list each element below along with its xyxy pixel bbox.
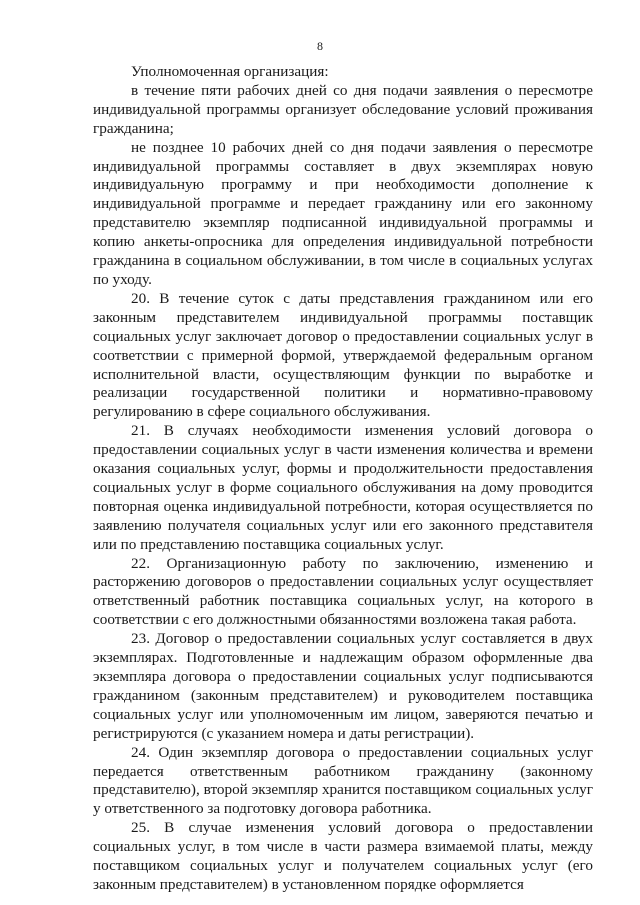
- paragraph-item-20: 20. В течение суток с даты представления гражданином или его законным представителем индивидуальной программы поставщик социальных услуг заключает договор о предоставлении социальных услуг в соответствии с примерной формой, утверждаемой федеральным органом исполнительной власти, осуществляющим функции по выработке и реализации государственной политики и нормативно-правовому регулированию в сфере социального обслуживания.: [93, 289, 593, 421]
- paragraph-new-program-term: не позднее 10 рабочих дней со дня подачи заявления о пересмотре индивидуальной программы составляет в двух экземплярах новую индивидуальную программу и при необходимости дополнение к индивидуальной программе и передает гражданину или его законному представителю экземпляр подписанной индивидуальной программы и копию анкеты-опросника для определения индивидуальной потребности гражданина в социальном обслуживании, в том числе в социальных услугах по уходу.: [93, 138, 593, 288]
- paragraph-inspection-term: в течение пяти рабочих дней со дня подачи заявления о пересмотре индивидуальной программы организует обследование условий проживания гражданина;: [93, 81, 593, 137]
- paragraph-item-25: 25. В случае изменения условий договора о предоставлении социальных услуг, в том числе в части размера взимаемой платы, между поставщиком социальных услуг и получателем социальных услуг (его законным представителем) в установленном порядке оформляется: [93, 819, 593, 893]
- paragraph-item-21: 21. В случаях необходимости изменения условий договора о предоставлении социальных услуг в части изменения количества и времени оказания социальных услуг, формы и продолжительности предоставления социальных услуг в форме социального обслуживания на дому проводится повторная оценка индивидуальной потребности, которая осуществляется по заявлению получателя социальных услуг или его законного представителя или по представлению поставщика социальных услуг.: [93, 422, 593, 553]
- paragraph-authorized-organization: Уполномоченная организация:: [131, 63, 329, 80]
- paragraph-item-24: 24. Один экземпляр договора о предоставлении социальных услуг передается ответственным работником гражданину (законному представителю), второй экземпляр хранится поставщиком социальных услуг у ответственного за подготовку договора работника.: [93, 743, 593, 818]
- paragraph-item-22: 22. Организационную работу по заключению, изменению и расторжению договоров о предоставлении социальных услуг осуществляет ответственный работник поставщика социальных услуг, на которого в соответствии с его должностными обязанностями возложена такая работа.: [93, 554, 593, 629]
- page-number: 8: [317, 39, 323, 53]
- paragraph-item-23: 23. Договор о предоставлении социальных услуг составляется в двух экземплярах. Подготовленные и надлежащим образом оформленные два экземпляра договора о предоставлении социальных услуг подписываются гражданином (законным представителем) и руководителем поставщика социальных услуг или уполномоченным им лицом, заверяются печатью и регистрируются (с указанием номера и даты регистрации).: [93, 630, 593, 742]
- document-body: [93, 63, 593, 895]
